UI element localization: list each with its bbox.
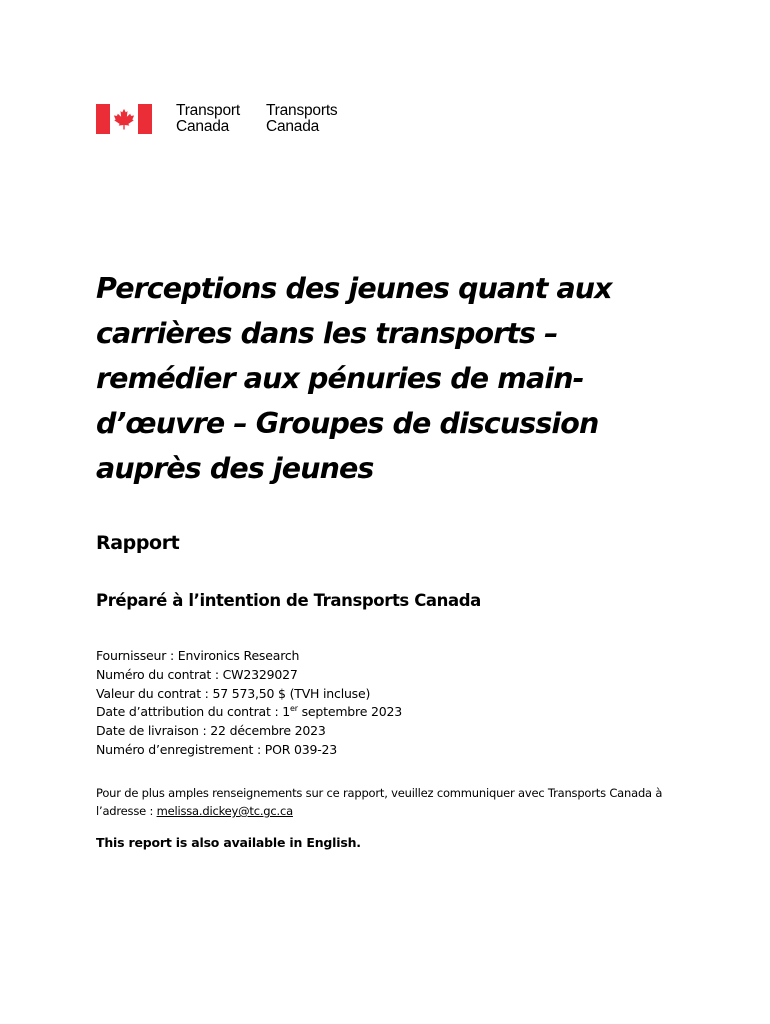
registration-number: Numéro d’enregistrement : POR 039-23: [96, 741, 338, 757]
wordmark-english: [176, 103, 240, 135]
award-date-ordinal: er: [290, 704, 298, 714]
contract-value: Valeur du contrat : 57 573,50 $ (TVH incluse): [96, 685, 371, 701]
award-date-prefix: Date d’attribution du contrat : 1: [96, 704, 290, 720]
contact-text: Pour de plus amples renseignements sur ce rapport, veuillez communiquer avec Transports Canada à l’adresse :: [96, 786, 663, 818]
wordmark-fr-line-2: Canada: [265, 118, 320, 135]
report-label: Rapport: [96, 532, 180, 554]
contract-number: Numéro du contrat : CW2329027: [96, 666, 298, 682]
wordmark-french: [266, 103, 338, 135]
government-signature: [96, 103, 337, 135]
document-title: [96, 266, 616, 491]
maple-leaf-icon: [113, 108, 135, 130]
title-line: d’œuvre – Groupes de discussion: [96, 407, 599, 440]
title-line: remédier aux pénuries de main-: [96, 362, 584, 395]
wordmark-en-line-1: Transport: [176, 102, 240, 119]
award-date-suffix: septembre 2023: [297, 704, 402, 720]
english-availability-note: This report is also available in English.: [96, 835, 361, 850]
prepared-for: Préparé à l’intention de Transports Canada: [96, 591, 481, 610]
supplier: Fournisseur : Environics Research: [96, 648, 300, 663]
contract-details: [96, 647, 402, 760]
title-line: Perceptions des jeunes quant aux: [96, 272, 612, 305]
title-line: carrières dans les transports –: [96, 317, 558, 350]
canada-flag-icon: [96, 104, 152, 134]
title-line: auprès des jeunes: [96, 452, 374, 485]
contact-paragraph: [96, 784, 696, 820]
award-date: [96, 703, 402, 722]
contact-email-link[interactable]: melissa.dickey@tc.gc.ca: [156, 804, 293, 818]
delivery-date: Date de livraison : 22 décembre 2023: [96, 723, 326, 739]
wordmark-fr-line-1: Transports: [265, 102, 338, 119]
wordmark-en-line-2: Canada: [176, 118, 230, 135]
